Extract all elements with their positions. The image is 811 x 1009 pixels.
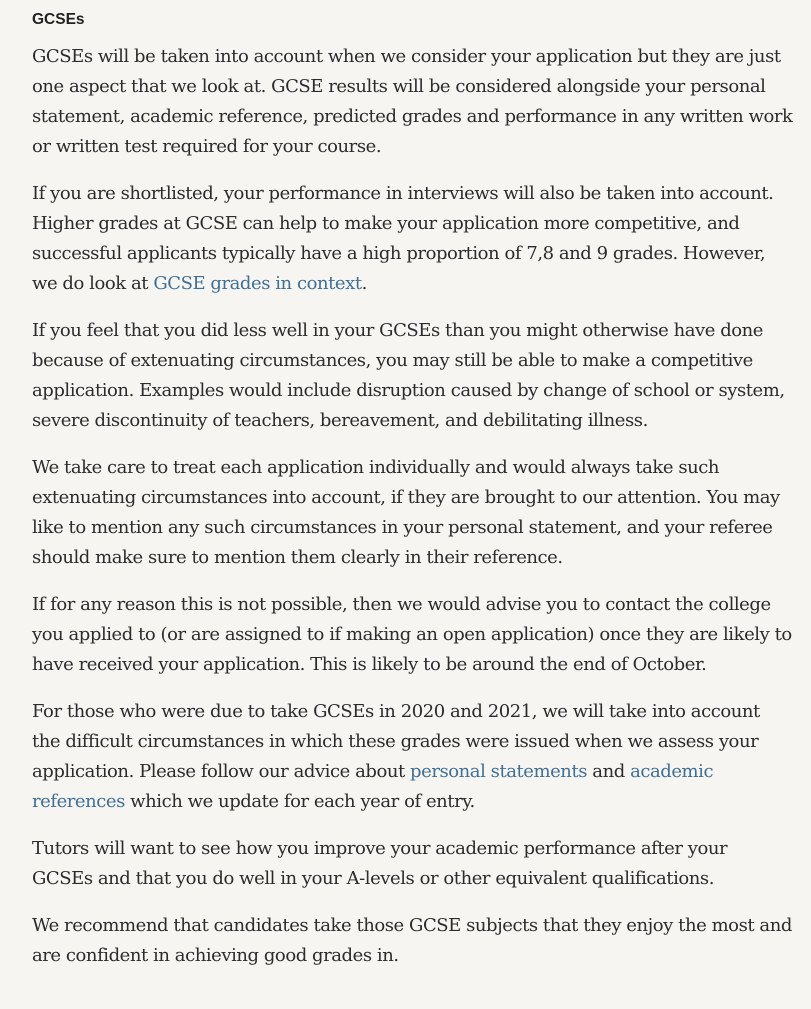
section-heading: GCSEs — [32, 11, 85, 28]
paragraph-2020-2021-mid: and — [587, 761, 631, 782]
paragraph-individual-application: We take care to treat each application individually and would always take such extenuating circumstances into account, if they are brought to our attention. You may like to mention any such circumstances in your personal statement, and your referee should make sure to mention them clearly in their reference. — [32, 457, 780, 568]
paragraph-recommendation: We recommend that candidates take those GCSE subjects that they enjoy the most and are confident in achieving good grades in. — [32, 915, 792, 966]
personal-statements-link[interactable]: personal statements — [410, 761, 588, 782]
paragraph-tutors: Tutors will want to see how you improve your academic performance after your GCSEs and that you do well in your A-levels or other equivalent qualifications. — [32, 838, 728, 889]
paragraph-gcse-overview: GCSEs will be taken into account when we consider your application but they are just one aspect that we look at. GCSE results will be considered alongside your personal statement, academic reference, predicted grades and performance in any written work or written test required for your course. — [32, 46, 793, 157]
paragraph-2020-2021-end: which we update for each year of entry. — [124, 791, 475, 812]
paragraph-interviews-end: . — [361, 273, 367, 294]
gcse-grades-in-context-link[interactable]: GCSE grades in context — [153, 273, 362, 294]
paragraph-contact-college: If for any reason this is not possible, then we would advise you to contact the college you applied to (or are assigned to if making an open application) once they are likely to have received your application. This is likely to be around the end of October. — [32, 594, 792, 675]
paragraph-extenuating-circumstances: If you feel that you did less well in your GCSEs than you might otherwise have done because of extenuating circumstances, you may still be able to make a competitive application. Examples would include disruption caused by change of school or system, severe discontinuity of teachers, bereavement, and debilitating illness. — [32, 320, 785, 431]
paragraph-2020-2021 — [32, 697, 793, 817]
paragraph-interviews-text: If you are shortlisted, your performance in interviews will also be taken into account. Higher grades at GCSE can help to make your application more competitive, and successful applicants typically have a high proportion of 7,8 and 9 grades. However, we do look at — [32, 183, 774, 294]
academic-references-link[interactable]: academic references — [32, 761, 714, 812]
paragraph-interviews — [32, 179, 793, 299]
paragraph-2020-2021-text: For those who were due to take GCSEs in 2020 and 2021, we will take into account the difficult circumstances in which these grades were issued when we assess your application. Please follow our advice about — [32, 701, 760, 782]
